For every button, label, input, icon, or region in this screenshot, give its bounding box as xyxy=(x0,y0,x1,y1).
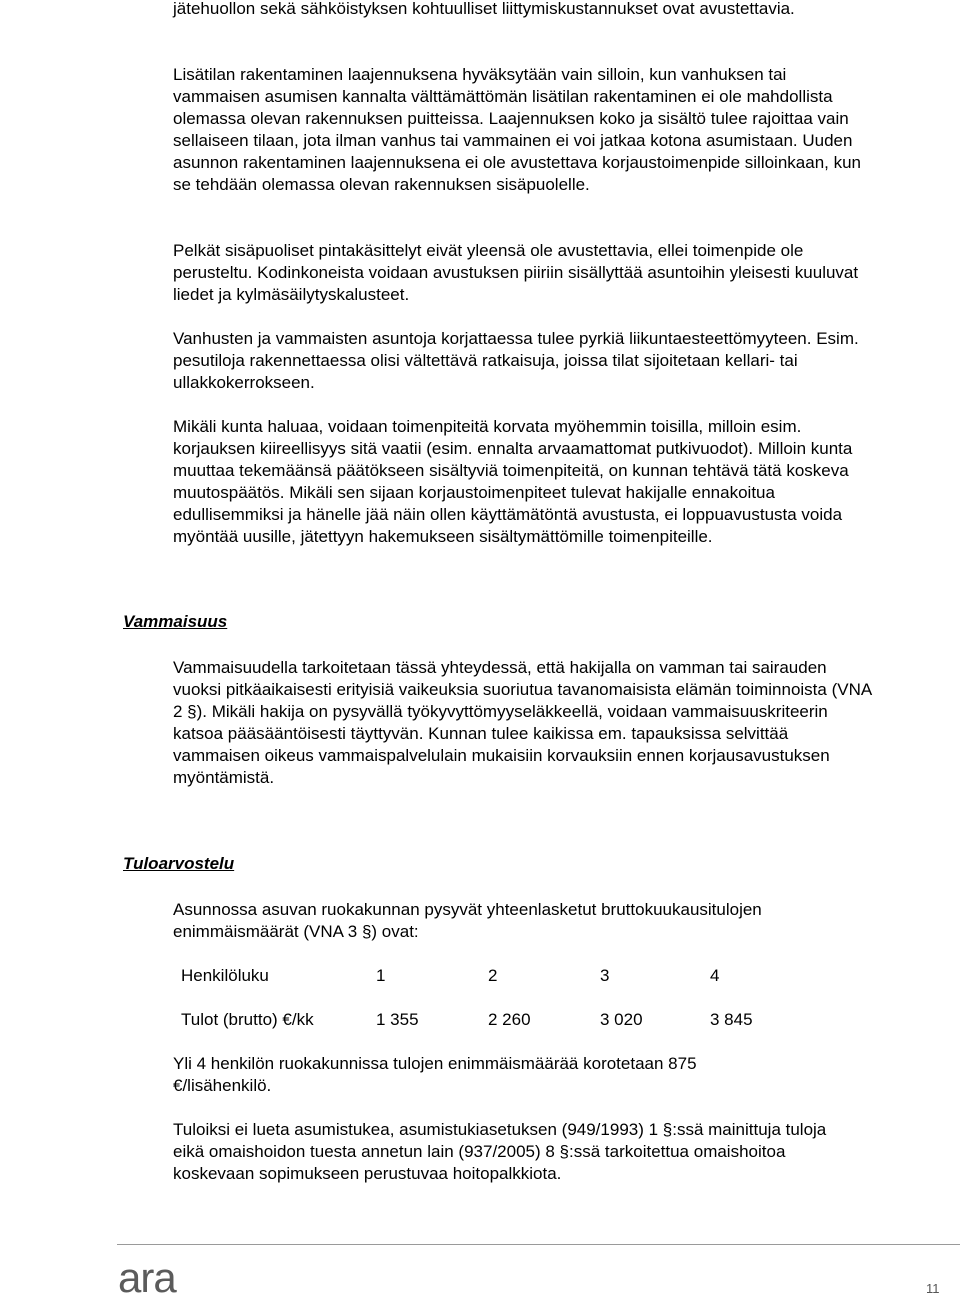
table-cell: 2 260 xyxy=(488,1010,531,1029)
table-cell: 3 845 xyxy=(710,1010,753,1029)
paragraph-disability-definition: Vammaisuudella tarkoitetaan tässä yhteydessä, että hakijalla on vamman tai sairauden vuoksi pitkäaikaisesti erityisiä vaikeuksia suoriutua tavanomaisista elämän toiminnoista (VNA 2 §). Mikäli hakija on pysyvällä työkyvyttömyyseläkkeellä, voidaan vammaisuuskriteerin katsoa pääsääntöisesti täyttyvän. Kunnan tulee kaikissa em. tapauksissa selvittää vammaisen oikeus vammaispalvelulain mukaisiin korvauksiin ennen korjausavustuksen myöntämistä. xyxy=(173,658,872,787)
table-header-cell: 1 xyxy=(376,966,386,985)
ara-logo xyxy=(118,1258,208,1302)
page-number: 11 xyxy=(926,1281,940,1296)
table-row-label: Tulot (brutto) €/kk xyxy=(181,1010,314,1029)
table-header-cell: 3 xyxy=(600,966,610,985)
paragraph-surface-treatments: Pelkät sisäpuoliset pintakäsittelyt eivät yleensä ole avustettavia, ellei toimenpide ole perusteltu. Kodinkoneista voidaan avustuksen piiriin sisällyttää asuntoihin yleisesti kuuluvat liedet ja kylmäsäilytyskalusteet. xyxy=(173,241,859,304)
table-header-cell: 4 xyxy=(710,966,720,985)
paragraph-excluded-income: Tuloiksi ei lueta asumistukea, asumistukiasetuksen (949/1993) 1 §:ssä mainittuja tuloja eikä omaishoidon tuesta annetun lain (937/2005) 8 §:ssä tarkoitettua omaishoitoa koskevaan sopimukseen perustuvaa hoitopalkkiota. xyxy=(173,1120,827,1183)
paragraph-replacement-measures: Mikäli kunta haluaa, voidaan toimenpiteitä korvata myöhemmin toisilla, milloin esim. korjauksen kiireellisyys sitä vaatii (esim. ennalta arvaamattomat putkivuodot). Milloin kunta muuttaa tekemäänsä päätökseen sisältyviä toimenpiteitä, on kunnan tehtävä tätä koskeva muutospäätös. Mikäli sen sijaan korjaustoimenpiteet tulevat hakijalle ennakoitua edullisemmiksi ja hänelle jää näin ollen käyttämätöntä avustusta, ei loppuavustusta voida myöntää uusille, jätettyyn hakemukseen sisältymättömille toimenpiteille. xyxy=(173,417,853,546)
table-cell: 3 020 xyxy=(600,1010,643,1029)
paragraph-extension: Lisätilan rakentaminen laajennuksena hyväksytään vain silloin, kun vanhuksen tai vammaisen asumisen kannalta välttämättömän lisätilan rakentaminen ei ole mahdollista olemassa olevan rakennuksen puitteissa. Laajennuksen koko ja sisältö tulee rajoittaa vain sellaiseen tilaan, jota ilman vanhus tai vammainen ei voi jatkaa kotona asumistaan. Uuden asunnon rakentaminen laajennuksena ei ole avustettava korjaustoimenpide silloinkaan, kun se tehdään olemassa olevan rakennuksen sisäpuolelle. xyxy=(173,65,862,194)
table-header-cell: 2 xyxy=(488,966,498,985)
heading-vammaisuus: Vammaisuus xyxy=(123,612,228,631)
footer-divider xyxy=(117,1244,960,1245)
paragraph-income-intro: Asunnossa asuvan ruokakunnan pysyvät yhteenlasketut bruttokuukausitulojen enimmäismäärät (VNA 3 §) ovat: xyxy=(173,900,762,941)
table-cell: 1 355 xyxy=(376,1010,419,1029)
table-header-label: Henkilöluku xyxy=(181,966,269,985)
paragraph-accessibility: Vanhusten ja vammaisten asuntoja korjattaessa tulee pyrkiä liikuntaesteettömyyteen. Esim. pesutiloja rakennettaessa olisi vältettävä ratkaisuja, joissa tilat sijoitetaan kellari- tai ullakkokerrokseen. xyxy=(173,329,859,392)
paragraph-extra-persons: Yli 4 henkilön ruokakunnissa tulojen enimmäismäärää korotetaan 875 €/lisähenkilö. xyxy=(173,1054,697,1095)
heading-tuloarvostelu: Tuloarvostelu xyxy=(123,854,235,873)
paragraph-waste-electricity: jätehuollon sekä sähköistyksen kohtuulliset liittymiskustannukset ovat avustettavia. xyxy=(173,0,795,18)
ara-logo-text: ara xyxy=(118,1258,176,1301)
